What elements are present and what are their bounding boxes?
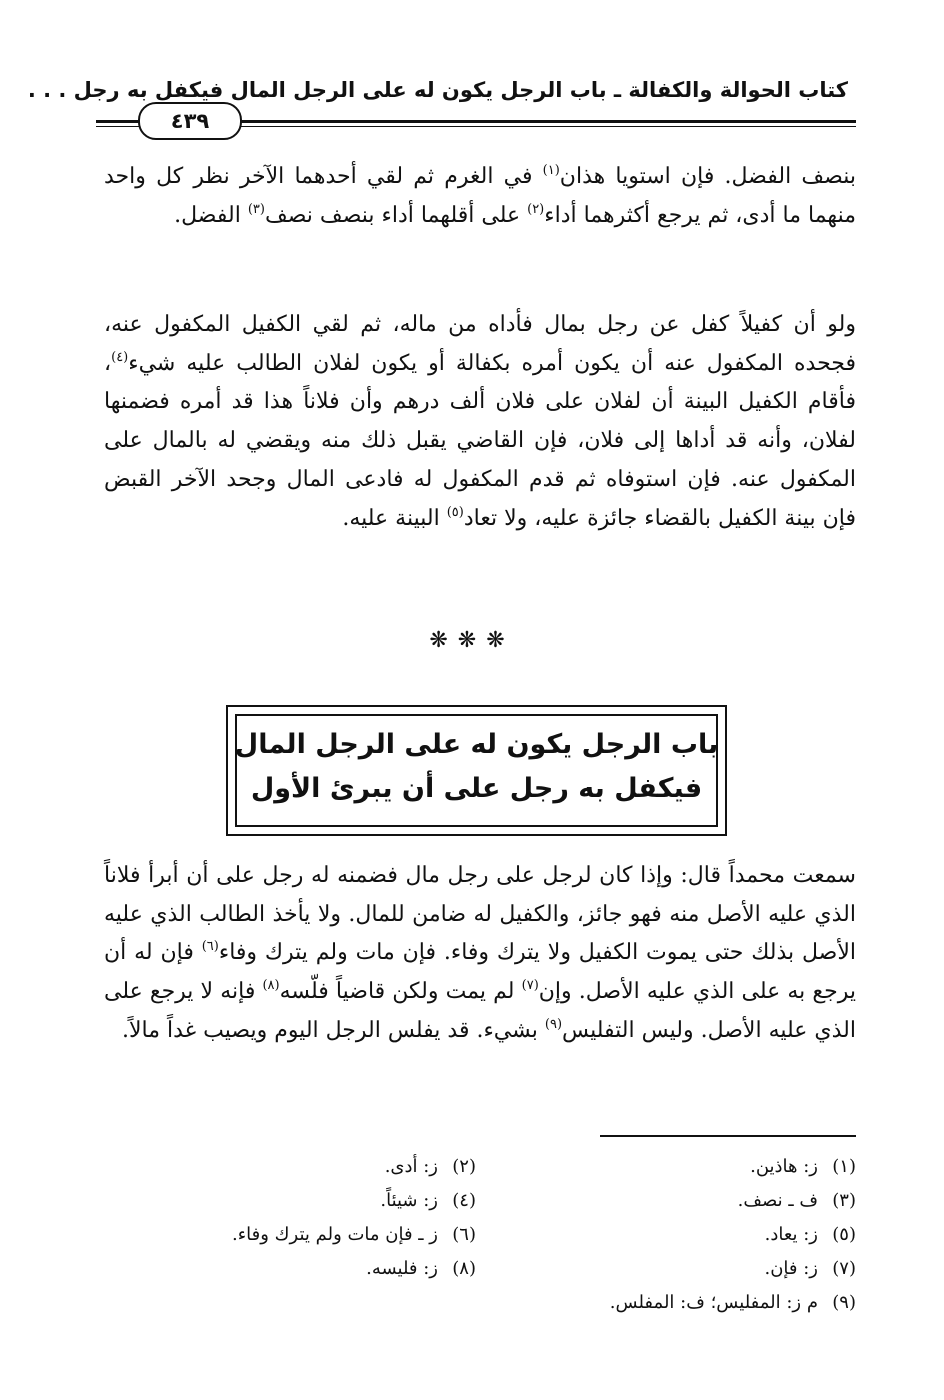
footnote-row	[96, 1286, 856, 1320]
footnote	[476, 1150, 856, 1184]
text-run: على أقلهما أداء بنصف نصف	[264, 202, 528, 228]
footnote-number: (٤)	[452, 1190, 476, 1211]
footnote-ref: (٢)	[527, 201, 545, 217]
footnote	[476, 1184, 856, 1218]
footnote-text: ز: شيئاً.	[380, 1190, 438, 1211]
footnote-text: ز: فإن.	[764, 1258, 818, 1279]
footnote	[96, 1218, 476, 1252]
text-run: فإنه لا يرجع على الذي عليه الأصل. وليس التفليس	[104, 979, 856, 1043]
footnote-text: ز: أدى.	[384, 1156, 438, 1177]
section-separator: ❋❋❋	[429, 628, 515, 653]
footnote-rule	[600, 1135, 856, 1137]
text-run: لم يمت ولكن قاضياً فلّسه	[279, 979, 522, 1005]
footnote-ref: (٨)	[262, 978, 280, 994]
footnote	[96, 1252, 476, 1286]
text-run: الفضل.	[174, 202, 248, 228]
running-header: كتاب الحوالة والكفالة ـ باب الرجل يكون له على الرجل المال فيكفل به رجل . . .	[27, 78, 848, 102]
text-run: ، فأقام الكفيل البينة أن لفلان على فلان ألف درهم وأن فلاناً هذا قد أمره فضمنها لفلان، وأنه قد أداها إلى فلان، فإن القاضي يقبل ذلك منه ويقضي له بالمال على المكفول عنه. فإن استوفاه ثم قدم المكفول له فادعى المال وجحد الآخر القبض فإن بينة الكفيل بالقضاء جائزة عليه، ولا تعاد	[104, 350, 856, 531]
footnote-text: ز: يعاد.	[764, 1224, 818, 1245]
text-run: بنصف الفضل. فإن استويا هذان	[559, 164, 856, 189]
footnote-number: (٩)	[832, 1292, 856, 1313]
text-run: بشيء. قد يفلس الرجل اليوم ويصيب غداً مالاً.	[121, 1017, 545, 1043]
text-run: البينة عليه.	[342, 505, 447, 531]
footnote-row	[96, 1252, 856, 1286]
footnote	[476, 1252, 856, 1286]
text-run: في الغرم ثم لقي أحدهما الآخر نظر كل واحد منهما ما أدى، ثم يرجع أكثرهما أداء	[104, 164, 856, 228]
footnote-ref: (٥)	[446, 504, 464, 520]
text-run: فإن له أن يرجع به على الذي عليه الأصل. وإن	[104, 940, 856, 1005]
footnote-number: (٢)	[452, 1156, 476, 1177]
footnote-ref: (٧)	[521, 978, 539, 994]
chapter-title-box	[226, 705, 727, 836]
footnote-ref: (٣)	[247, 201, 265, 217]
text-run: سمعت محمداً قال: وإذا كان لرجل على رجل مال فضمنه له رجل على أن أبرأ فلاناً الذي عليه الأصل منه فهو جائز، والكفيل له ضامن للمال. ولا يأخذ الطالب الذي عليه الأصل بذلك حتى يموت الكفيل ولا يترك وفاء. فإن مات ولم يترك وفاء	[104, 863, 857, 966]
text-run: ولو أن كفيلاً كفل عن رجل بمال فأداه من ماله، ثم لقي الكفيل المكفول عنه، فجحده المكفول عنه أن يكون أمره بكفالة أو يكون لفلان الطالب عليه شيء	[104, 312, 856, 376]
footnote-number: (٨)	[452, 1258, 476, 1279]
chapter-title-line-1: باب الرجل يكون له على الرجل المال	[234, 729, 719, 760]
footnote	[476, 1218, 856, 1252]
footnote	[96, 1184, 476, 1218]
chapter-title-line-2: فيكفل به رجل على أن يبرئ الأول	[250, 773, 703, 804]
footnote-number: (٣)	[832, 1190, 856, 1211]
footnote-text: ز: فليسه.	[366, 1258, 438, 1279]
footnote-number: (١)	[832, 1156, 856, 1177]
page-number: ٤٣٩	[138, 102, 242, 140]
footnote-row	[96, 1184, 856, 1218]
footnote-row	[96, 1150, 856, 1184]
footnote-number: (٥)	[832, 1224, 856, 1245]
footnotes	[96, 1150, 856, 1320]
footnote-number: (٦)	[452, 1224, 476, 1245]
footnote-ref: (٤)	[111, 349, 129, 365]
footnote-row	[96, 1218, 856, 1252]
footnote-text: ف ـ نصف.	[737, 1190, 818, 1211]
footnote-number: (٧)	[832, 1258, 856, 1279]
footnote-text: م ز: المفليس؛ ف: المفلس.	[609, 1292, 818, 1313]
paragraph-3	[104, 857, 856, 1051]
chapter-title	[228, 723, 725, 811]
footnote-text: ز ـ فإن مات ولم يترك وفاء.	[231, 1224, 438, 1245]
footnote-ref: (٦)	[201, 939, 219, 955]
footnote	[96, 1150, 476, 1184]
footnote	[476, 1286, 856, 1320]
footnote-ref: (٩)	[544, 1016, 563, 1032]
paragraph-2	[104, 306, 856, 538]
footnote-ref: (١)	[542, 163, 560, 178]
footnote-text: ز: هاذين.	[750, 1156, 818, 1177]
paragraph-1	[104, 158, 856, 235]
